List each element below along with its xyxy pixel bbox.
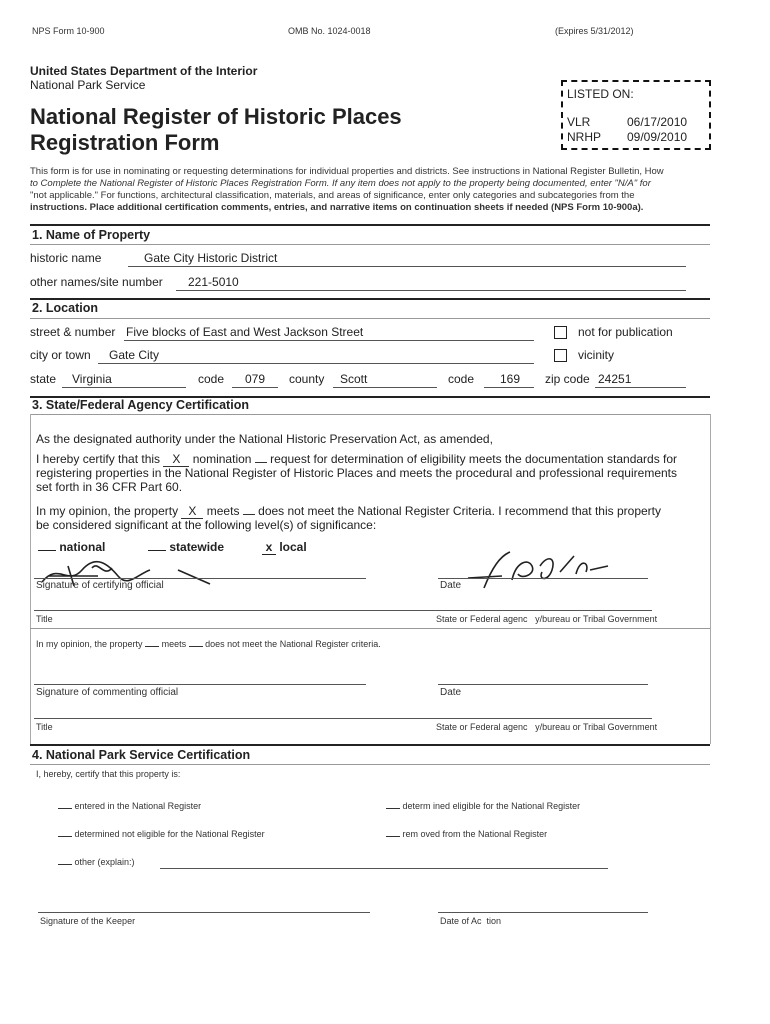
agency-label-part1: State or Federal agenc: [436, 614, 528, 624]
county-code-underline: [484, 387, 534, 388]
section2-rule: [30, 298, 710, 300]
county-label: county: [289, 372, 325, 386]
not-for-publication-checkbox[interactable]: [554, 326, 567, 339]
nrhp-label: NRHP: [567, 130, 602, 144]
sig-commenting-line: [34, 684, 366, 685]
opinion-rest: does not meet the National Register Criteria. I recommend that this property: [258, 504, 661, 518]
sig-official-line: [34, 578, 366, 579]
listed-on-stamp: [561, 80, 711, 150]
section4-intro: I, hereby, certify that this property is:: [36, 769, 181, 779]
section4-rule: [30, 744, 710, 746]
certify-line3: set forth in 36 CFR Part 60.: [36, 480, 183, 494]
not-meet-blank[interactable]: [243, 514, 255, 515]
state-label: state: [30, 372, 57, 386]
local-check[interactable]: x: [262, 540, 276, 555]
intro-line1: This form is for use in nominating or requesting determinations for individual properties and districts. See instructions in National Register Bulletin, How: [30, 166, 664, 177]
intro-line4: instructions. Place additional certification comments, entries, and narrative items on continuation sheets if needed (NPS Form 10-900a).: [30, 202, 644, 213]
other-blank[interactable]: [58, 864, 72, 865]
historic-name-underline: [128, 266, 686, 267]
other-names-value[interactable]: 221-5010: [188, 275, 239, 289]
sig-commenting-label: Signature of commenting official: [36, 687, 179, 698]
other-explain-line[interactable]: [160, 868, 608, 869]
title2-label: Title: [36, 722, 53, 732]
opinion2-rest: does not meet the National Register criteria.: [205, 639, 381, 649]
county-code-label: code: [448, 372, 475, 386]
department-name: United States Department of the Interior: [30, 64, 258, 78]
omb-number: OMB No. 1024-0018: [288, 26, 371, 36]
meets-check[interactable]: X: [181, 504, 203, 519]
national-label: national: [59, 540, 106, 554]
form-title-line1: National Register of Historic Places: [30, 104, 402, 129]
not-eligible-blank[interactable]: [58, 836, 72, 837]
city-label: city or town: [30, 348, 91, 362]
zip-underline: [595, 387, 686, 388]
sig-keeper-line: [38, 912, 370, 913]
level-local[interactable]: [262, 540, 307, 555]
street-underline: [124, 340, 534, 341]
street-label: street & number: [30, 325, 116, 339]
meets-label: meets: [206, 504, 240, 518]
section2-heading: 2. Location: [32, 301, 98, 315]
date-line: [438, 578, 648, 579]
section3-subrule: [30, 414, 710, 415]
title2-line: [34, 718, 652, 719]
section1-heading: 1. Name of Property: [32, 228, 151, 242]
agency2-label-part1: State or Federal agenc: [436, 722, 528, 732]
agency-label: [436, 614, 657, 624]
agency2-label-part2: y/bureau or Tribal Government: [535, 722, 658, 732]
sig-keeper-label: Signature of the Keeper: [40, 916, 136, 926]
state-code-value[interactable]: 079: [245, 372, 266, 386]
agency2-label: [436, 722, 657, 732]
county-value[interactable]: Scott: [340, 372, 368, 386]
date-action-label: [440, 916, 501, 926]
entered-blank[interactable]: [58, 808, 72, 809]
form-number: NPS Form 10-900: [32, 26, 105, 36]
section4-subrule: [30, 764, 710, 765]
vlr-label: VLR: [567, 115, 591, 129]
opinion2-notmeet-blank[interactable]: [189, 646, 203, 647]
state-code-underline: [232, 387, 278, 388]
determined-eligible-blank[interactable]: [386, 808, 400, 809]
date2-line: [438, 684, 648, 685]
listed-on-title: LISTED ON:: [567, 87, 634, 101]
determination-blank[interactable]: [255, 462, 267, 463]
city-underline: [98, 363, 534, 364]
nomination-label: nomination: [192, 452, 252, 466]
certify-line2: registering properties in the National Register of Historic Places and meets the procedural and professional requirements: [36, 466, 677, 480]
certify-rest: request for determination of eligibility meets the documentation standards for: [270, 452, 678, 466]
section3-left-border: [30, 414, 31, 744]
vicinity-label: vicinity: [578, 348, 615, 362]
not-eligible-option[interactable]: [58, 829, 265, 839]
determined-eligible-label-part1: determ: [402, 801, 431, 811]
determined-eligible-label-part2: ined eligible for the National Register: [433, 801, 581, 811]
local-label: local: [279, 540, 307, 554]
opinion-prefix: In my opinion, the property: [36, 504, 179, 518]
removed-label-part1: rem: [402, 829, 419, 839]
opinion2-meets-blank[interactable]: [145, 646, 159, 647]
opinion-line2: be considered significant at the following level(s) of significance:: [36, 518, 377, 532]
county-underline: [333, 387, 437, 388]
expiration: (Expires 5/31/2012): [555, 26, 634, 36]
section4-heading: 4. National Park Service Certification: [32, 748, 251, 762]
date-action-line: [438, 912, 648, 913]
opinion2-meets: meets: [161, 639, 187, 649]
intro-line2: to Complete the National Register of Historic Places Registration Form. If any item does not apply to the property being documented, enter "N/A" for: [30, 178, 651, 189]
opinion2-divider: [30, 628, 710, 629]
state-code-label: code: [198, 372, 225, 386]
state-underline: [62, 387, 186, 388]
county-code-value[interactable]: 169: [500, 372, 521, 386]
authority-statement: As the designated authority under the National Historic Preservation Act, as amended,: [36, 432, 493, 446]
section2-subrule: [30, 318, 710, 319]
other-label: other (explain:): [74, 857, 135, 867]
statewide-blank[interactable]: [148, 550, 166, 551]
section3-right-border: [710, 414, 711, 744]
historic-name-value[interactable]: Gate City Historic District: [144, 251, 278, 265]
not-for-publication-label: not for publication: [578, 325, 673, 339]
entered-option[interactable]: [58, 801, 201, 811]
date-signature: [462, 548, 612, 594]
zip-value[interactable]: 24251: [598, 372, 632, 386]
nomination-check[interactable]: X: [163, 452, 189, 467]
zip-label: zip code: [545, 372, 590, 386]
date2-label: Date: [440, 687, 462, 698]
state-value[interactable]: Virginia: [72, 372, 112, 386]
vlr-date: 06/17/2010: [627, 115, 688, 129]
date-label: Date: [440, 580, 462, 591]
removed-blank[interactable]: [386, 836, 400, 837]
other-option[interactable]: [58, 857, 135, 867]
statewide-label: statewide: [169, 540, 225, 554]
national-blank[interactable]: [38, 550, 56, 551]
opinion2-statement: [36, 639, 381, 649]
removed-option[interactable]: [386, 829, 547, 839]
not-eligible-label: determined not eligible for the National Register: [74, 829, 265, 839]
level-national[interactable]: [38, 540, 105, 554]
date-action-part1: Date of Ac: [440, 916, 482, 926]
street-value[interactable]: Five blocks of East and West Jackson Street: [126, 325, 364, 339]
service-name: National Park Service: [30, 78, 146, 92]
section1-subrule: [30, 244, 710, 245]
certify-prefix: I hereby certify that this: [36, 452, 161, 466]
opinion2-prefix: In my opinion, the property: [36, 639, 143, 649]
city-value[interactable]: Gate City: [109, 348, 160, 362]
date-action-part2: tion: [486, 916, 502, 926]
title-line: [34, 610, 652, 611]
section3-heading: 3. State/Federal Agency Certification: [32, 398, 249, 412]
removed-label-part2: oved from the National Register: [420, 829, 548, 839]
entered-label: entered in the National Register: [74, 801, 202, 811]
opinion-statement: [36, 504, 661, 519]
title-label: Title: [36, 614, 53, 624]
other-names-underline: [176, 290, 686, 291]
agency-label-part2: y/bureau or Tribal Government: [535, 614, 658, 624]
intro-line3: "not applicable." For functions, architectural classification, materials, and areas of significance, enter only categories and subcategories from the: [30, 190, 635, 201]
certify-statement: [36, 452, 677, 467]
nrhp-date: 09/09/2010: [627, 130, 688, 144]
historic-name-label: historic name: [30, 251, 102, 265]
vicinity-checkbox[interactable]: [554, 349, 567, 362]
form-title-line2: Registration Form: [30, 130, 220, 155]
level-statewide[interactable]: [148, 540, 224, 554]
determined-eligible-option[interactable]: [386, 801, 580, 811]
section1-rule: [30, 224, 710, 226]
other-names-label: other names/site number: [30, 275, 163, 289]
sig-official-label: Signature of certifying official: [36, 580, 164, 591]
